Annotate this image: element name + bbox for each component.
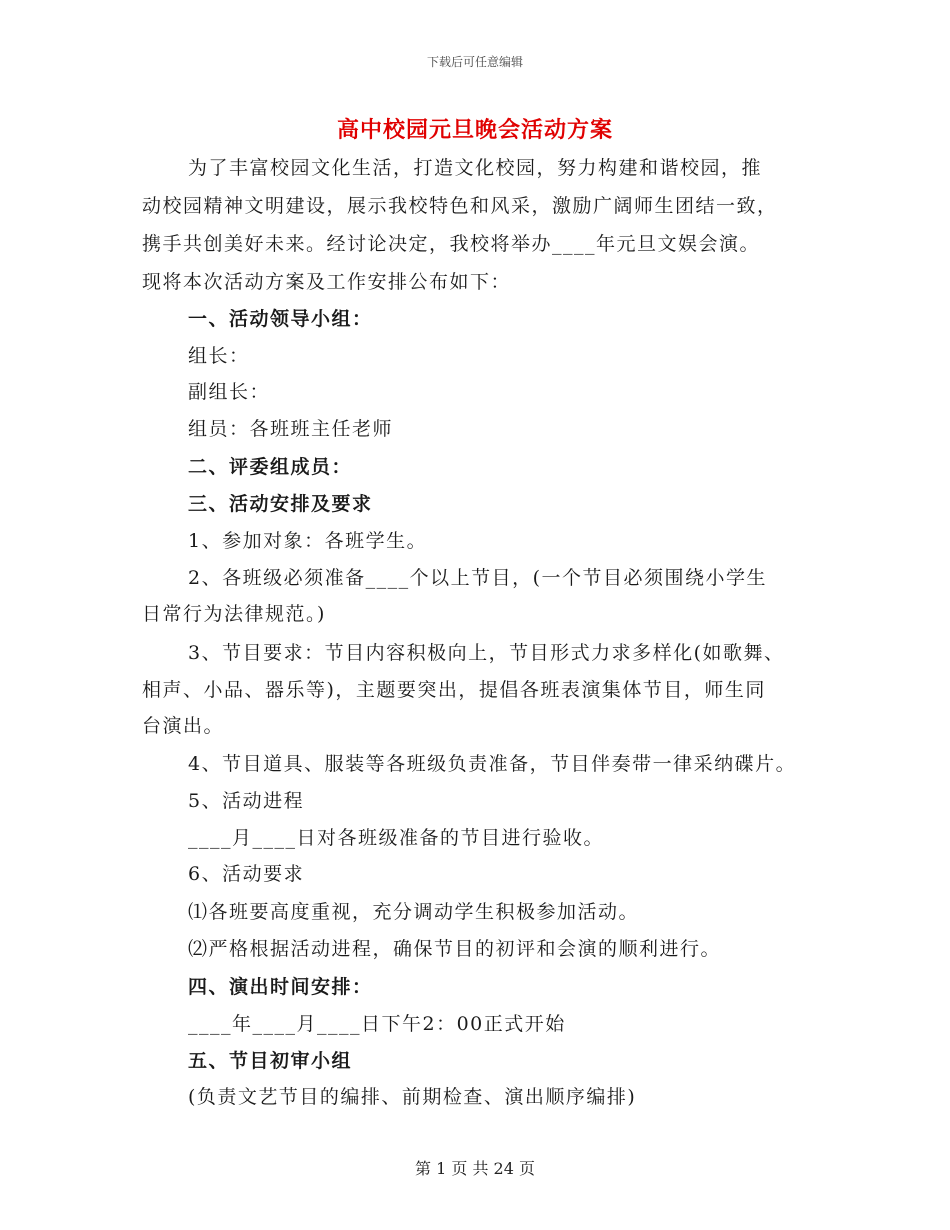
paragraph-line: 2、各班级必须准备____个以上节目，(一个节目必须围绕小学生: [188, 567, 768, 589]
section-heading: 二、评委组成员：: [188, 456, 353, 478]
paragraph-line: ⑵严格根据活动进程，确保节目的初评和会演的顺利进行。: [188, 938, 722, 960]
page-header: 下载后可任意编辑: [426, 55, 523, 69]
paragraph-line: 日常行为法律规范。): [142, 603, 326, 625]
paragraph-line: 携手共创美好未来。经讨论决定，我校将举办____年元旦文娱会演。: [142, 233, 761, 255]
section-heading: 一、活动领导小组：: [188, 308, 373, 330]
paragraph-line: ⑴各班要高度重视，充分调动学生积极参加活动。: [188, 901, 640, 923]
paragraph-line: 4、节目道具、服装等各班级负责准备，节目伴奏带一律采纳碟片。: [188, 753, 797, 775]
paragraph-line: 为了丰富校园文化生活，打造文化校园，努力构建和谐校园，推: [188, 157, 763, 179]
section-heading: 三、活动安排及要求: [188, 493, 373, 515]
paragraph-line: 台演出。: [142, 715, 225, 737]
section-heading: 四、演出时间安排：: [188, 976, 373, 998]
document-title: 高中校园元旦晚会活动方案: [336, 117, 613, 143]
paragraph-line: ____月____日对各班级准备的节目进行验收。: [188, 827, 605, 849]
page-footer: 第 1 页 共 24 页: [415, 1159, 535, 1178]
paragraph-line: 动校园精神文明建设，展示我校特色和风采，激励广阔师生团结一致，: [142, 195, 778, 217]
paragraph-line: 5、活动进程: [188, 790, 305, 812]
paragraph-line: 6、活动要求: [188, 863, 305, 885]
paragraph-line: 相声、小品、器乐等)，主题要突出，提倡各班表演集体节目，师生同: [142, 679, 766, 701]
paragraph-line: ____年____月____日下午2：00正式开始: [188, 1013, 566, 1035]
paragraph-line: 现将本次活动方案及工作安排公布如下：: [142, 271, 512, 293]
paragraph-line: 副组长：: [188, 381, 271, 403]
paragraph-line: (负责文艺节目的编排、前期检查、演出顺序编排): [188, 1086, 637, 1108]
section-heading: 五、节目初审小组: [188, 1050, 353, 1072]
paragraph-line: 组长：: [188, 345, 250, 367]
paragraph-line: 3、节目要求：节目内容积极向上，节目形式力求多样化(如歌舞、: [188, 642, 785, 664]
paragraph-line: 组员：各班班主任老师: [188, 418, 394, 440]
paragraph-line: 1、参加对象：各班学生。: [188, 530, 428, 552]
